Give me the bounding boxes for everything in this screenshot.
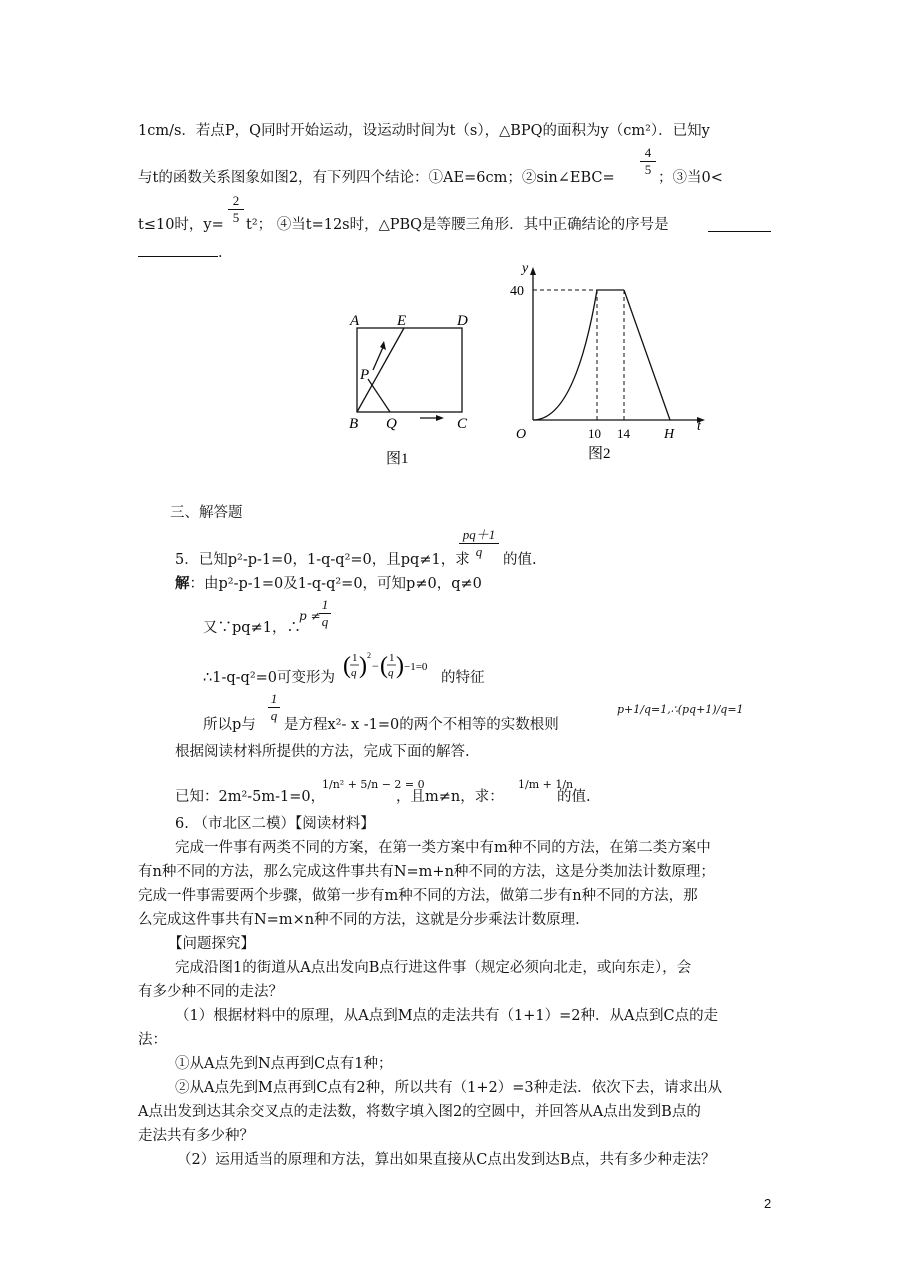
- label-q: Q: [386, 416, 397, 432]
- figure-2-caption: 图2: [588, 446, 611, 462]
- p4-line3b: t²； ④当t=12s时，△PBQ是等腰三角形．其中正确结论的序号是: [246, 217, 669, 233]
- p5-solution-line1: [175, 575, 482, 593]
- frac-num: pq＋1: [462, 527, 496, 542]
- svg-text:(: (: [380, 653, 388, 679]
- p5-line1: 5．已知p²-p-1=0，1-q-q²=0，且pq≠1，求: [175, 552, 470, 568]
- svg-text:): ): [396, 653, 404, 679]
- fraction-1-q-b: [268, 692, 280, 723]
- descending-segment: [624, 290, 670, 420]
- label-y: y: [522, 261, 529, 276]
- y-axis-arrow: [530, 267, 536, 275]
- p5-given-expr: 1/n² + 5/n − 2 = 0: [322, 778, 425, 791]
- p6-p3: 完成一件事需要两个步骤，做第一步有m种不同的方法，做第二步有n种不同的方法，那: [138, 888, 698, 904]
- p5-deform-a: ∴1-q-q²=0可变形为: [203, 670, 336, 686]
- segment-pq: [368, 379, 390, 412]
- expr-num-2: 1: [389, 652, 395, 664]
- label-o: O: [516, 427, 527, 442]
- p5-so-result: p+1/q=1,∴(pq+1)/q=1: [617, 703, 744, 716]
- p6-explore: 【问题探究】: [168, 936, 255, 952]
- fraction-4-5: [640, 146, 656, 177]
- frac-num: 4: [644, 145, 652, 160]
- expr-den-2: q: [388, 667, 394, 679]
- p5-given-a: 已知：2m²-5m-1=0，: [175, 789, 326, 805]
- page-number: 2: [764, 1196, 772, 1211]
- p4-line3a: t≤10时，y=: [138, 217, 224, 233]
- frac-den: 5: [232, 210, 240, 225]
- arrow-q-head: [436, 415, 444, 421]
- p6-q2: 有多少种不同的走法？: [138, 984, 283, 1000]
- curve-segment: [533, 290, 597, 420]
- frac-num: 1: [270, 691, 278, 706]
- answer-blank-2[interactable]: [138, 256, 218, 257]
- p6-p2: 有n种不同的方法，那么完成这件事共有N=m+n种不同的方法，这是分类加法计数原理；: [138, 864, 715, 880]
- label-40: 40: [510, 284, 524, 299]
- p5-line-you: 又∵pq≠1，∴: [203, 620, 301, 636]
- solution-text: ：由p²-p-1=0及1-q-q²=0，可知p≠0，q≠0: [189, 576, 482, 592]
- p6-s1a: （1）根据材料中的原理，从A点到M点的走法共有（1+1）=2种．从A点到C点的走: [175, 1008, 719, 1024]
- frac-den: q: [270, 708, 278, 723]
- solution-label: 解: [175, 575, 190, 592]
- label-p: P: [360, 367, 370, 383]
- frac-den: 5: [644, 162, 652, 177]
- p5-given-target: 1/m + 1/n: [518, 778, 574, 791]
- p4-line2: [138, 169, 615, 187]
- p6-p1: 完成一件事有两类不同的方案，在第一类方案中有m种不同的方法，在第二类方案中: [175, 840, 711, 856]
- svg-text:): ): [359, 653, 367, 679]
- frac-num: 2: [232, 193, 240, 208]
- p6-s3a: ②从A点先到M点再到C点有2种，所以共有（1+2）=3种走法．依次下去，请求出从: [175, 1080, 723, 1096]
- figure-1-caption: 图1: [386, 451, 409, 467]
- label-h: H: [664, 427, 675, 442]
- p6-line1: 6. （市北区二模）【阅读材料】: [175, 816, 375, 832]
- figure-1: [340, 305, 490, 470]
- fraction-2-5: [228, 194, 244, 225]
- expr-tail: −1=0: [404, 661, 428, 673]
- label-10: 10: [588, 426, 601, 441]
- rectangle-abcd: [357, 328, 462, 412]
- p6-s1b: 法：: [138, 1032, 167, 1048]
- p5-deform-b: 的特征: [441, 670, 485, 686]
- svg-text:2: 2: [367, 651, 371, 660]
- p5-so-a: 所以p与: [203, 717, 256, 733]
- p4-line4: ．: [218, 245, 233, 261]
- label-c: C: [457, 416, 468, 432]
- label-b: B: [349, 416, 359, 432]
- p6-q1: 完成沿图1的街道从A点出发向B点行进这件事（规定必须向北走，或向东走），会: [175, 960, 692, 976]
- p6-s3c: 走法共有多少种？: [138, 1128, 254, 1144]
- p4-line1: 1cm/s．若点P，Q同时开始运动，设运动时间为t（s），△BPQ的面积为y（cm²）．已知y: [138, 123, 710, 139]
- svg-text:(: (: [343, 653, 351, 679]
- frac-den: q: [321, 614, 329, 629]
- figure-2: [500, 258, 715, 468]
- fraction-1-q-a: [319, 598, 331, 629]
- p6-s3b: A点出发到达其余交叉点的走法数，将数字填入图2的空圆中，并回答从A点出发到B点的: [138, 1104, 701, 1120]
- p6-s2: ①从A点先到N点再到C点有1种；: [175, 1056, 393, 1072]
- label-t: t: [697, 419, 701, 434]
- p5-line1-tail: 的值.: [503, 552, 537, 568]
- p4-line2b: ；③当0<: [658, 170, 723, 186]
- label-14: 14: [617, 426, 630, 441]
- p5-so-b: 是方程x²- x -1=0的两个不相等的实数根则: [284, 717, 559, 733]
- frac-den: q: [475, 544, 483, 559]
- p5-read: 根据阅读材料所提供的方法，完成下面的解答.: [175, 744, 470, 760]
- p5-given-b: ，且m≠n，求：: [396, 789, 504, 805]
- p5-given-c: 的值.: [557, 789, 591, 805]
- label-e: E: [397, 313, 407, 329]
- you-lhs: p ≠: [299, 609, 321, 623]
- p6-s4: （2）运用适当的原理和方法，算出如果直接从C点出发到达B点，共有多少种走法？: [177, 1152, 716, 1168]
- section-heading: 三、解答题: [170, 505, 243, 521]
- deform-expression: [343, 648, 443, 688]
- expr-den-1: q: [351, 667, 357, 679]
- svg-text:−: −: [372, 659, 379, 673]
- frac-num: 1: [321, 597, 329, 612]
- label-d: D: [457, 313, 468, 329]
- expr-num-1: 1: [352, 652, 358, 664]
- label-a: A: [350, 313, 360, 329]
- p4-line2a: 与t的函数关系图象如图2，有下列四个结论：①AE=6cm；②sin∠EBC=: [138, 170, 615, 186]
- p6-p4: 么完成这件事共有N=m×n种不同的方法，这就是分步乘法计数原理.: [138, 912, 580, 928]
- answer-blank-1[interactable]: [708, 231, 771, 232]
